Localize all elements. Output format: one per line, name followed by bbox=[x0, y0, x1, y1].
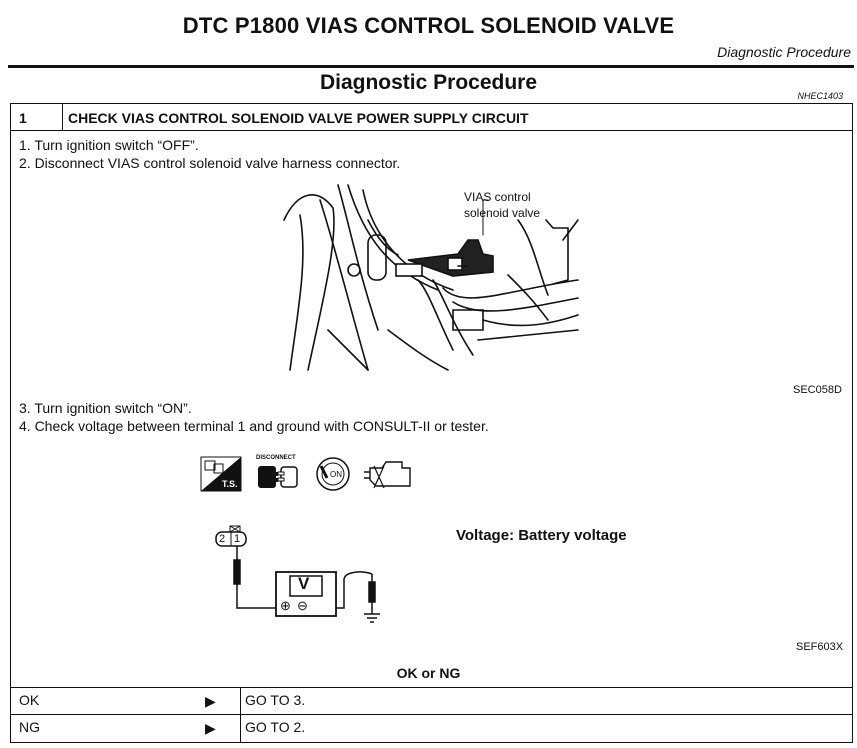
connector-terminal-2: 2 bbox=[219, 533, 226, 545]
meter-minus-terminal: ⊖ bbox=[297, 598, 308, 613]
meter-plus-terminal: ⊕ bbox=[280, 598, 291, 613]
figure1-callout-line1: VIAS control bbox=[464, 190, 531, 204]
instruction-4: 4. Check voltage between terminal 1 and ground with CONSULT-II or tester. bbox=[19, 418, 489, 434]
result-ng-label: NG bbox=[19, 719, 40, 735]
result-ok-arrow-icon: ▶ bbox=[205, 693, 216, 709]
result-ok-action: GO TO 3. bbox=[245, 692, 306, 708]
engine-icon bbox=[362, 458, 414, 492]
section-title: Diagnostic Procedure bbox=[319, 71, 538, 94]
instruction-2: 2. Disconnect VIAS control solenoid valve harness connector. bbox=[19, 155, 401, 171]
instruction-1: 1. Turn ignition switch “OFF”. bbox=[19, 137, 199, 153]
reference-code: NHEC1403 bbox=[797, 91, 843, 101]
figure1-code: SEC058D bbox=[793, 384, 842, 396]
voltage-spec: Voltage: Battery voltage bbox=[456, 527, 627, 544]
step-number: 1 bbox=[19, 110, 27, 126]
result-ng-action: GO TO 2. bbox=[245, 719, 306, 735]
instruction-3: 3. Turn ignition switch “ON”. bbox=[19, 400, 192, 416]
ignition-on-label: ON bbox=[330, 470, 342, 479]
disconnect-icon bbox=[256, 462, 302, 492]
result-ok-label: OK bbox=[19, 692, 40, 708]
header-rule bbox=[8, 65, 854, 68]
disconnect-label: DISCONNECT bbox=[256, 455, 296, 461]
step-header-divider bbox=[62, 103, 63, 131]
result-ng-arrow-icon: ▶ bbox=[205, 720, 216, 736]
figure2-code: SEF603X bbox=[796, 641, 844, 653]
result-row-ok bbox=[10, 687, 853, 715]
meter-label: V bbox=[298, 574, 310, 593]
ok-or-ng-question: OK or NG bbox=[396, 665, 461, 681]
header-section-label: Diagnostic Procedure bbox=[717, 44, 851, 60]
connector-terminal-1: 1 bbox=[234, 533, 241, 545]
page-title: DTC P1800 VIAS CONTROL SOLENOID VALVE bbox=[182, 13, 675, 38]
figure1-callout-line2: solenoid valve bbox=[464, 206, 541, 220]
result-row-ng bbox=[10, 714, 853, 742]
result-column-divider bbox=[240, 687, 241, 743]
ts-label: T.S. bbox=[222, 479, 238, 489]
step-title: CHECK VIAS CONTROL SOLENOID VALVE POWER SUPPLY CIRCUIT bbox=[68, 110, 529, 126]
